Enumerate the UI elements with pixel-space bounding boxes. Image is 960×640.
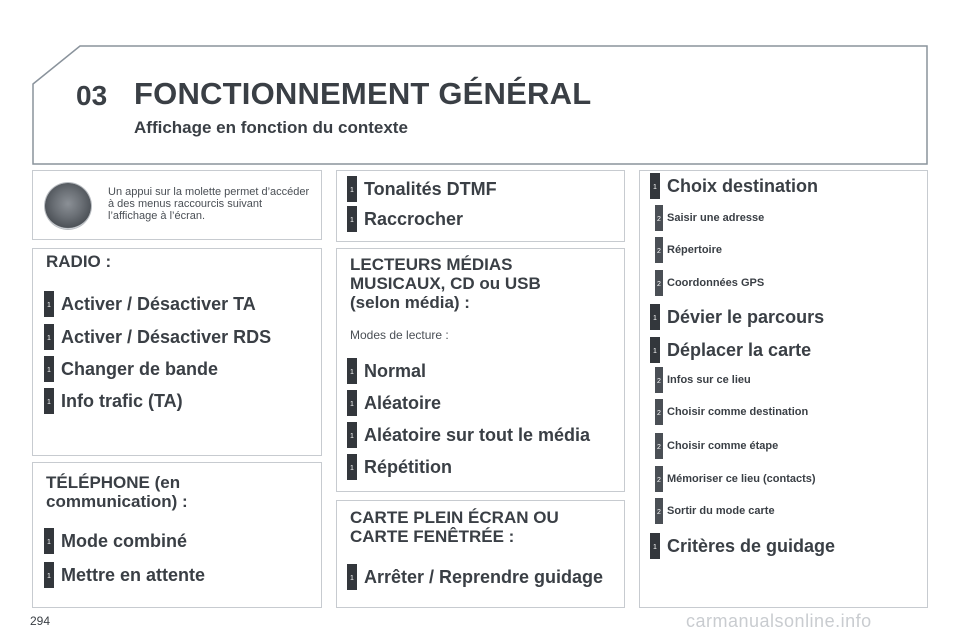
page-number: 294 [30, 614, 51, 628]
telephone-title-line: communication) : [46, 492, 188, 511]
media-item[interactable] [347, 422, 590, 448]
intro-text: Un appui sur la molette permet d’accéder à des menus raccourcis suivant l’affichage à l’écran. [108, 186, 310, 222]
level-badge: 2 [655, 399, 663, 425]
map-item[interactable] [347, 564, 603, 590]
navigation-item-label: Infos sur ce lieu [667, 374, 751, 386]
media-item-label: Répétition [364, 456, 452, 477]
radio-item[interactable] [44, 291, 256, 317]
navigation-item-label: Dévier le parcours [667, 306, 825, 327]
media-item-label: Aléatoire [364, 392, 442, 413]
media-title-line: (selon média) : [350, 293, 470, 312]
navigation-item-label: Critères de guidage [667, 535, 836, 556]
call-action-label: Raccrocher [364, 208, 464, 229]
level-badge: 1 [347, 454, 357, 480]
level-badge: 2 [655, 205, 663, 231]
navigation-item[interactable] [650, 173, 818, 199]
radio-item-label: Changer de bande [61, 358, 219, 379]
level-badge: 1 [347, 390, 357, 416]
chapter-number: 03 [76, 80, 108, 111]
call-action-item[interactable] [347, 206, 463, 232]
level-badge: 1 [650, 173, 660, 199]
radio-item[interactable] [44, 388, 183, 414]
radio-item-label: Info trafic (TA) [61, 390, 183, 411]
level-badge: 2 [655, 498, 663, 524]
call-action-label: Tonalités DTMF [364, 178, 497, 199]
navigation-item[interactable] [655, 205, 764, 231]
level-badge: 1 [44, 528, 54, 554]
navigation-item-label: Choisir comme étape [667, 440, 779, 452]
control-knob-icon [45, 183, 91, 229]
telephone-item-label: Mode combiné [61, 530, 188, 551]
level-badge: 1 [650, 304, 660, 330]
radio-item-label: Activer / Désactiver RDS [61, 326, 272, 347]
navigation-item-label: Coordonnées GPS [667, 277, 765, 289]
watermark: carmanualsonline.info [686, 611, 872, 631]
level-badge: 1 [347, 176, 357, 202]
radio-item-label: Activer / Désactiver TA [61, 293, 256, 314]
navigation-item-label: Mémoriser ce lieu (contacts) [667, 473, 816, 485]
navigation-item-label: Choix destination [667, 175, 819, 196]
radio-item[interactable] [44, 324, 271, 350]
media-item[interactable] [347, 390, 441, 416]
navigation-item-label: Saisir une adresse [667, 212, 765, 224]
navigation-item-label: Sortir du mode carte [667, 505, 775, 517]
navigation-item[interactable] [655, 466, 816, 492]
level-badge: 1 [44, 562, 54, 588]
telephone-item[interactable] [44, 528, 187, 554]
page-subtitle: Affichage en fonction du contexte [134, 118, 408, 137]
level-badge: 2 [655, 270, 663, 296]
navigation-item[interactable] [650, 533, 835, 559]
navigation-item-label: Répertoire [667, 244, 723, 256]
media-title-line: LECTEURS MÉDIAS [350, 255, 513, 274]
navigation-item[interactable] [650, 304, 824, 330]
navigation-item-label: Déplacer la carte [667, 339, 812, 360]
navigation-item[interactable] [655, 270, 764, 296]
level-badge: 2 [655, 367, 663, 393]
level-badge: 1 [347, 358, 357, 384]
radio-item[interactable] [44, 356, 218, 382]
level-badge: 1 [650, 533, 660, 559]
media-item-label: Normal [364, 360, 427, 381]
level-badge: 2 [655, 466, 663, 492]
level-badge: 1 [44, 388, 54, 414]
media-title-line: MUSICAUX, CD ou USB [350, 274, 541, 293]
media-title [350, 255, 541, 312]
map-item-label: Arrêter / Reprendre guidage [364, 566, 604, 587]
level-badge: 1 [44, 291, 54, 317]
map-title-line: CARTE FENÊTRÉE : [350, 527, 515, 546]
level-badge: 1 [347, 422, 357, 448]
navigation-item[interactable] [655, 237, 722, 263]
navigation-item[interactable] [655, 367, 751, 393]
map-title-line: CARTE PLEIN ÉCRAN OU [350, 508, 559, 527]
level-badge: 2 [655, 237, 663, 263]
telephone-item[interactable] [44, 562, 205, 588]
level-badge: 1 [347, 564, 357, 590]
level-badge: 1 [44, 356, 54, 382]
radio-section [32, 248, 322, 456]
level-badge: 1 [44, 324, 54, 350]
telephone-item-label: Mettre en attente [61, 564, 206, 585]
call-action-item[interactable] [347, 176, 497, 202]
navigation-item[interactable] [655, 433, 778, 459]
page-title: FONCTIONNEMENT GÉNÉRAL [134, 76, 592, 111]
media-item-label: Aléatoire sur tout le média [364, 424, 591, 445]
navigation-item[interactable] [650, 337, 811, 363]
level-badge: 1 [650, 337, 660, 363]
media-item[interactable] [347, 358, 426, 384]
navigation-item[interactable] [655, 498, 775, 524]
radio-title: RADIO : [46, 252, 112, 271]
level-badge: 1 [347, 206, 357, 232]
telephone-title [46, 473, 188, 511]
media-item[interactable] [347, 454, 452, 480]
level-badge: 2 [655, 433, 663, 459]
navigation-item-label: Choisir comme destination [667, 406, 809, 418]
map-title [350, 508, 559, 546]
navigation-item[interactable] [655, 399, 808, 425]
telephone-title-line: TÉLÉPHONE (en [46, 473, 181, 492]
media-note: Modes de lecture : [350, 328, 449, 342]
